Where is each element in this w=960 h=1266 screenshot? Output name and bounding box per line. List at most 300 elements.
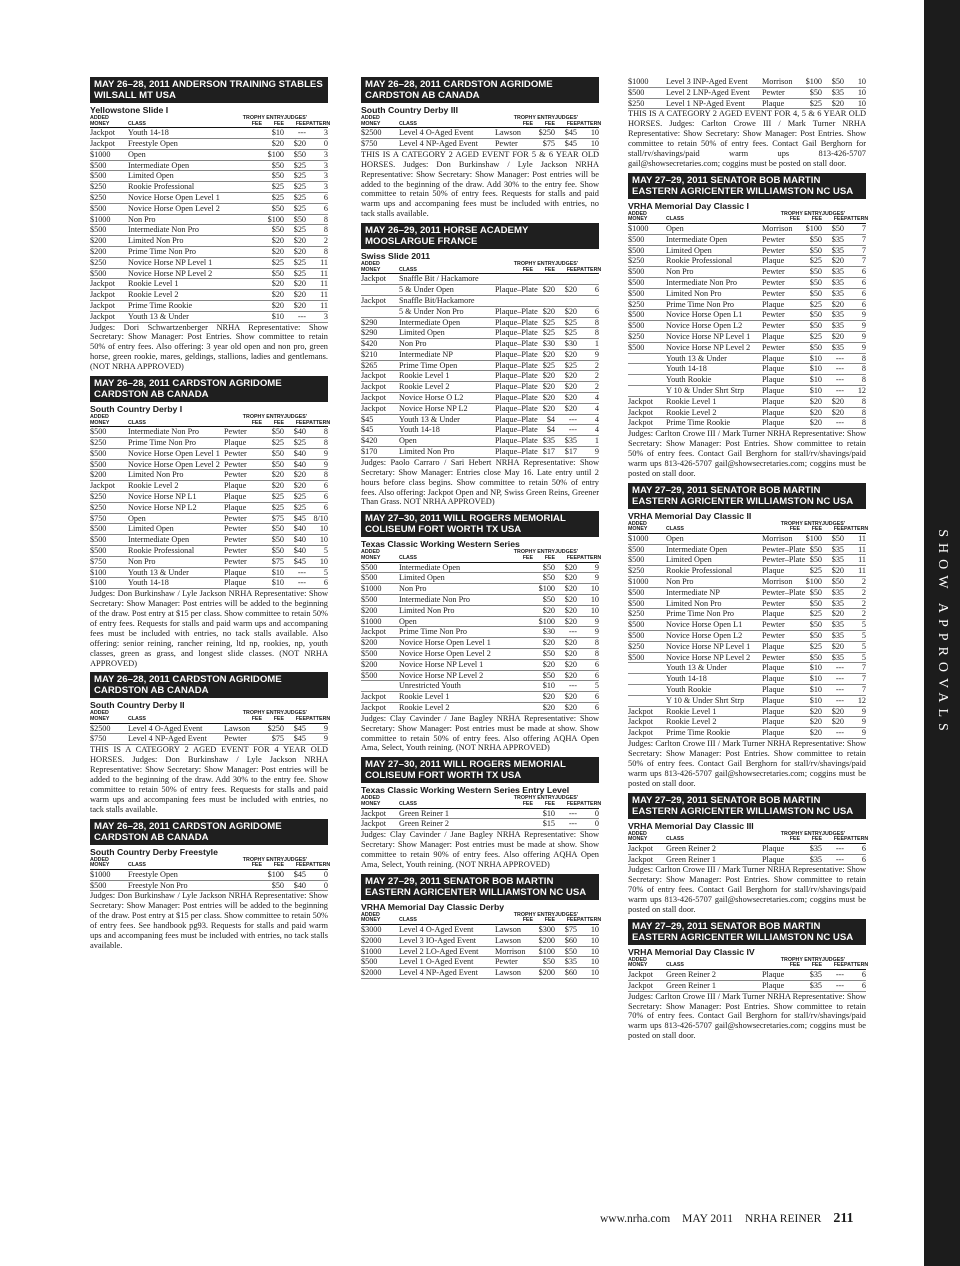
table-header: ADDED TROPHY ENTRY JUDGES' MONEY CLASS FEE FEE FEE PATTERN — [628, 520, 869, 533]
class-name: Youth 14-18 — [128, 128, 224, 139]
entry-fee: $100 — [800, 533, 822, 544]
added-money: $250 — [90, 192, 128, 203]
pattern: 11 — [306, 290, 328, 301]
table-header: ADDED TROPHY ENTRY JUDGES' MONEY CLASS FEE FEE FEE PATTERN — [628, 956, 869, 969]
entry-fee: $50 — [800, 620, 822, 631]
added-money: $500 — [628, 342, 666, 353]
entry-fee: $10 — [262, 567, 284, 578]
table-row — [361, 349, 599, 360]
table-row — [361, 968, 599, 979]
judges-fee: --- — [555, 627, 577, 638]
table-row — [628, 970, 866, 981]
table-row — [361, 436, 599, 447]
class-name: Youth 13 & Under — [128, 311, 224, 322]
judges-fee: $20 — [822, 407, 844, 418]
trophy: Pewter — [224, 734, 262, 745]
trophy: Pewter — [495, 957, 533, 968]
pattern: 9 — [844, 342, 866, 353]
entry-fee: $50 — [800, 598, 822, 609]
entry-fee: $50 — [533, 670, 555, 681]
class-name: Limited Open — [666, 245, 762, 256]
added-money: $500 — [628, 87, 666, 98]
judges-fee: $17 — [555, 447, 577, 458]
table-row — [90, 138, 328, 149]
class-name: Prime Time Non Pro — [399, 627, 495, 638]
added-money: $500 — [90, 225, 128, 236]
pattern: 7 — [844, 674, 866, 685]
entry-fee: $20 — [533, 371, 555, 382]
show-header: MAY 26–28, 2011 CARDSTON AGRIDOME CARDSTON AB CANADA — [90, 672, 328, 698]
added-money: $200 — [361, 638, 399, 649]
judges-fee: --- — [822, 685, 844, 696]
trophy: Pewter–Plate — [762, 587, 806, 597]
added-money: $500 — [90, 880, 128, 891]
table-row — [628, 620, 866, 631]
show-header: MAY 27–29, 2011 SENATOR BOB MARTIN EASTERN AGRICENTER WILLIAMSTON NC USA — [628, 919, 866, 945]
show-listing — [628, 173, 869, 479]
trophy — [495, 562, 533, 573]
classes-table — [628, 210, 869, 429]
entry-fee: $15 — [533, 819, 555, 830]
added-money: $210 — [361, 349, 399, 360]
entry-fee: $10 — [800, 674, 822, 685]
class-name: Limited Non Pro — [666, 288, 762, 299]
class-name: Limited Non Pro — [128, 470, 224, 481]
table-row — [361, 138, 599, 149]
show-notes: Judges: Carlton Crowe III / Mark Turner NRHA Representative: Show Secretary: Show Manager: Post Entries. Show committee to retain 50% of entry fees. Contact Gail Berghorn for stall/rv/shavings/paid warm ups 813-426-5707 gail@showsecretaries.com; coggins must be posted on stall door. — [628, 429, 866, 478]
entry-fee: $250 — [533, 128, 555, 139]
added-money — [628, 364, 666, 375]
show-listing — [628, 919, 869, 1041]
added-money: $250 — [628, 299, 666, 310]
added-money: Jackpot — [361, 295, 399, 306]
trophy — [495, 808, 533, 819]
class-name: Youth 14-18 — [128, 578, 224, 589]
class-name: Limited Open — [399, 328, 495, 339]
trophy: Pewter — [762, 652, 800, 663]
class-name: Youth Rookie — [666, 375, 762, 386]
entry-fee: $20 — [800, 396, 822, 407]
entry-fee: $20 — [262, 470, 284, 481]
class-name: Novice Horse NP Level 2 — [666, 342, 762, 353]
pattern: 6 — [844, 278, 866, 289]
added-money: $750 — [90, 734, 128, 745]
added-money: Jackpot — [628, 706, 666, 717]
judges-fee: --- — [284, 567, 306, 578]
added-money: $1000 — [361, 946, 399, 957]
judges-fee: $40 — [284, 535, 306, 546]
show-header: MAY 26–28, 2011 CARDSTON AGRIDOME CARDSTON AB CANADA — [90, 819, 328, 845]
pattern: 10 — [577, 128, 599, 139]
added-money — [361, 681, 399, 692]
pattern: 5 — [844, 631, 866, 642]
table-row — [90, 869, 328, 880]
added-money: $420 — [361, 436, 399, 447]
trophy: Pewter — [762, 278, 800, 289]
entry-fee: $25 — [800, 256, 822, 267]
table-row — [90, 481, 328, 492]
show-notes: Judges: Don Burkinshaw / Lyle Jackson NRHA Representative: Show Secretary: Show Manager: Post entries will be added to the beginning of the draw. Post entry at $15 per class. Show committee to retain 50% of entry fees. See handbook pg93. Requests for stalls and paid warm ups and accompaning fees must be included with entries, no tack stalls available. — [90, 891, 328, 950]
judges-fee: $25 — [284, 203, 306, 214]
pattern: 5 — [844, 620, 866, 631]
table-row — [628, 364, 866, 375]
classes-table — [628, 77, 866, 109]
trophy: Plaque — [762, 364, 800, 375]
trophy — [495, 638, 533, 649]
judges-fee: $45 — [555, 128, 577, 139]
trophy: Lawson — [495, 935, 533, 946]
pattern: 3 — [306, 149, 328, 160]
entry-fee: $100 — [262, 869, 284, 880]
entry-fee: $100 — [262, 149, 284, 160]
entry-fee: $20 — [533, 306, 555, 317]
judges-fee: $60 — [555, 935, 577, 946]
classes-table — [628, 956, 869, 992]
table-row — [628, 598, 866, 609]
trophy: Plaque — [762, 706, 800, 717]
judges-fee: $20 — [284, 236, 306, 247]
pattern: 9 — [577, 627, 599, 638]
trophy: Pewter — [762, 321, 800, 332]
entry-fee: $30 — [533, 627, 555, 638]
class-name: Limited Open — [666, 555, 762, 566]
class-name: Rookie Professional — [666, 566, 762, 577]
pattern: 6 — [844, 980, 866, 991]
footer-website[interactable]: www.nrha.com — [600, 1213, 671, 1225]
trophy — [495, 627, 533, 638]
table-row — [361, 360, 599, 371]
pattern: 9 — [577, 573, 599, 584]
table-row — [90, 492, 328, 503]
trophy: Plaque — [762, 418, 800, 429]
added-money: Jackpot — [361, 627, 399, 638]
trophy — [224, 192, 262, 203]
class-name: Intermediate Open — [128, 535, 224, 546]
added-money: $250 — [628, 609, 666, 620]
added-money: $200 — [361, 605, 399, 616]
entry-fee: $25 — [262, 257, 284, 268]
show-notes: THIS IS A CATEGORY 2 AGED EVENT FOR 4, 5 & 6 YEAR OLD HORSES. Judges: Carlton Crowe III / Mark Turner NRHA Representative: Show Secretary: Show Manager: Post Entries. Show committee to retain 50% of entry fees. Contact Gail Berghorn for stall/rv/shavings/paid warm ups 813-426-5707 gail@showsecretaries.com; coggins must be posted on stall door. — [628, 109, 866, 168]
pattern: 6 — [577, 670, 599, 681]
trophy: Plaque — [762, 609, 800, 620]
trophy: Plaque — [762, 854, 800, 865]
pattern: 8 — [577, 328, 599, 339]
entry-fee: $20 — [800, 717, 822, 728]
class-name: Intermediate Open — [399, 562, 495, 573]
judges-fee: $35 — [822, 234, 844, 245]
trophy — [495, 573, 533, 584]
class-name: Novice Horse Open L1 — [666, 310, 762, 321]
entry-fee: $200 — [533, 935, 555, 946]
show-notes: Judges: Clay Cavinder / Jane Bagley NRHA Representative: Show Secretary: Show Manager: Post entries must be made at show. Show committee to retain 90% of entry fees. Also offering AQHA Open Ama, Select, Youth reining. (NOT NRHA APPROVED) — [361, 830, 599, 869]
pattern: 5 — [577, 681, 599, 692]
class-name: Limited Non Pro — [128, 236, 224, 247]
added-money: Jackpot — [628, 728, 666, 739]
pattern: 6 — [844, 267, 866, 278]
entry-fee: $20 — [533, 393, 555, 404]
class-name: Novice Horse NP Level 2 — [128, 268, 224, 279]
judges-fee — [555, 274, 577, 285]
table-row — [361, 605, 599, 616]
trophy: Morrison — [762, 533, 800, 544]
column-2 — [361, 77, 602, 983]
trophy: Plaque–Plate — [495, 382, 538, 392]
table-row — [90, 734, 328, 745]
pattern: 6 — [306, 578, 328, 589]
class-name: Open — [128, 513, 224, 524]
table-row — [90, 311, 328, 322]
trophy: Plaque–Plate — [495, 403, 538, 413]
judges-fee: --- — [822, 385, 844, 396]
class-name: Prime Time Non Pro — [128, 438, 224, 449]
added-money: $500 — [90, 459, 128, 470]
judges-fee: $20 — [555, 306, 577, 317]
judges-fee: $25 — [284, 192, 306, 203]
pattern: 9 — [844, 706, 866, 717]
entry-fee: $20 — [262, 300, 284, 311]
trophy: Pewter — [762, 598, 800, 609]
added-money: $45 — [361, 414, 399, 425]
class-name: Intermediate Open — [666, 544, 762, 555]
pattern: 12 — [844, 695, 866, 706]
class-name: Youth 13 & Under — [666, 663, 762, 674]
class-name: Unrestricted Youth — [399, 681, 495, 692]
entry-fee: $10 — [800, 685, 822, 696]
judges-fee: $35 — [822, 87, 844, 98]
table-row — [628, 77, 866, 87]
entry-fee: $100 — [800, 224, 822, 235]
classes-table — [361, 549, 602, 713]
show-listing — [361, 874, 602, 979]
entry-fee: $4 — [533, 414, 555, 425]
class-name: Prime Time Non Pro — [666, 609, 762, 620]
show-notes: Judges: Carlton Crowe III / Mark Turner NRHA Representative: Show Secretary: Show Manager: Post Entries. Show committee to retain 70% of entry fees. Contact Gail Berghorn for stall/rv/shavings/paid warm ups 813-426-5707 gail@showsecretaries.com; coggins must be posted on stall door. — [628, 991, 866, 1041]
judges-fee: $20 — [822, 98, 844, 109]
pattern: 2 — [577, 360, 599, 371]
pattern: 8 — [577, 648, 599, 659]
pattern: 9 — [577, 562, 599, 573]
entry-fee: $25 — [800, 641, 822, 652]
table-row — [90, 290, 328, 301]
class-name: Youth Rookie — [666, 685, 762, 696]
added-money: $1000 — [90, 869, 128, 880]
table-row — [90, 438, 328, 449]
added-money: $250 — [90, 438, 128, 449]
added-money: Jackpot — [90, 138, 128, 149]
trophy: Plaque–Plate — [495, 447, 538, 457]
pattern: 3 — [306, 160, 328, 171]
trophy: Plaque — [762, 256, 800, 267]
trophy: Pewter — [762, 631, 800, 642]
class-name: Youth 14-18 — [399, 425, 495, 436]
pattern: 6 — [577, 285, 599, 296]
pattern: 6 — [306, 492, 328, 503]
table-header: ADDED TROPHY ENTRY JUDGES' MONEY CLASS FEE FEE FEE PATTERN — [361, 549, 602, 561]
trophy — [495, 681, 533, 692]
show-notes: Judges: Clay Cavinder / Jane Bagley NRHA Representative: Show Secretary: Show Manager: Post entries must be made at show. Show committee to retain 50% of entry fees. Also offering AQHA Open Ama, Select, Youth reining. (NOT NRHA APPROVED) — [361, 713, 599, 753]
pattern: 9 — [844, 310, 866, 321]
added-money: $290 — [361, 317, 399, 328]
added-money: $500 — [628, 544, 666, 555]
table-row — [628, 278, 866, 289]
table-row — [361, 808, 599, 819]
class-name: Level 3 INP-Aged Event — [666, 77, 762, 87]
added-money: $500 — [90, 171, 128, 182]
pattern: 6 — [306, 203, 328, 214]
trophy: Morrison — [762, 77, 800, 87]
trophy — [224, 311, 262, 322]
class-name: Level 4 O-Aged Event — [128, 723, 224, 734]
pattern: 10 — [844, 98, 866, 109]
class-name: Novice Horse Open Level 1 — [399, 638, 495, 649]
added-money: $500 — [361, 594, 399, 605]
trophy — [224, 171, 262, 182]
judges-fee: $25 — [555, 328, 577, 339]
added-money: Jackpot — [361, 702, 399, 713]
trophy: Plaque — [762, 970, 800, 981]
show-listing — [361, 77, 602, 219]
class-name: Intermediate Open — [666, 234, 762, 245]
added-money: Jackpot — [361, 382, 399, 393]
trophy: Pewter — [224, 427, 262, 438]
class-name: Novice Horse Open Level 2 — [128, 203, 224, 214]
pattern: 0 — [306, 138, 328, 149]
classes-table — [90, 856, 331, 892]
table-row — [90, 880, 328, 891]
table-header: ADDED TROPHY ENTRY JUDGES' MONEY CLASS FEE FEE FEE PATTERN — [361, 115, 602, 127]
added-money: $1000 — [628, 224, 666, 235]
table-row — [90, 160, 328, 171]
pattern: 9 — [844, 321, 866, 332]
trophy: Pewter — [224, 546, 262, 557]
entry-fee: $50 — [533, 648, 555, 659]
entry-fee: $35 — [800, 980, 822, 991]
entry-fee: $25 — [533, 317, 555, 328]
entry-fee: $250 — [262, 723, 284, 734]
trophy — [495, 594, 533, 605]
entry-fee: $50 — [800, 288, 822, 299]
class-name: Prime Time Rookie — [666, 728, 762, 739]
judges-fee: $20 — [555, 638, 577, 649]
added-money: $200 — [361, 659, 399, 670]
trophy: Plaque–Plate — [495, 349, 538, 359]
judges-fee: $20 — [555, 702, 577, 713]
pattern: 0 — [306, 880, 328, 891]
judges-fee: --- — [822, 695, 844, 706]
pattern: 2 — [844, 587, 866, 598]
show-class-title: Texas Classic Working Western Series Entry Level — [361, 785, 570, 796]
entry-fee: $50 — [262, 535, 284, 546]
judges-fee: $20 — [555, 393, 577, 404]
trophy: Pewter — [762, 267, 800, 278]
added-money: $3000 — [361, 924, 399, 935]
show-class-title: VRHA Memorial Day Classic III — [628, 820, 754, 831]
entry-fee: $20 — [262, 246, 284, 257]
show-listing — [361, 757, 602, 869]
class-name: Level 4 O-Aged Event — [399, 128, 495, 139]
judges-fee: $45 — [284, 556, 306, 567]
class-name: Open — [399, 616, 495, 627]
table-row — [361, 957, 599, 968]
pattern: 10 — [577, 138, 599, 149]
entry-fee: $100 — [800, 577, 822, 588]
trophy: Plaque–Plate — [495, 285, 538, 295]
entry-fee: $75 — [262, 513, 284, 524]
trophy: Plaque — [762, 717, 800, 728]
added-money: $1000 — [628, 577, 666, 588]
pattern: 8 — [844, 407, 866, 418]
judges-fee: $25 — [284, 171, 306, 182]
trophy — [224, 160, 262, 171]
class-name: Freestyle Non Pro — [128, 880, 224, 891]
entry-fee: $300 — [533, 924, 555, 935]
table-row — [628, 299, 866, 310]
added-money — [628, 663, 666, 674]
class-name: Novice Horse Open L2 — [666, 631, 762, 642]
judges-fee: $20 — [284, 279, 306, 290]
judges-fee: $20 — [555, 670, 577, 681]
entry-fee: $50 — [800, 544, 822, 555]
class-name: Intermediate NP — [399, 349, 495, 360]
table-row — [628, 87, 866, 98]
trophy: Plaque — [762, 695, 800, 706]
table-row — [628, 577, 866, 588]
show-header: MAY 27–29, 2011 SENATOR BOB MARTIN EASTERN AGRICENTER WILLIAMSTON NC USA — [628, 483, 866, 509]
pattern: 11 — [306, 257, 328, 268]
class-name: Rookie Level 2 — [399, 382, 495, 393]
class-name: Youth 13 & Under — [128, 567, 224, 578]
judges-fee: $50 — [822, 577, 844, 588]
entry-fee: $50 — [262, 524, 284, 535]
judges-fee: $20 — [284, 246, 306, 257]
judges-fee: $35 — [822, 555, 844, 566]
judges-fee: $35 — [822, 288, 844, 299]
class-name: 5 & Under Non Pro — [399, 306, 495, 317]
class-name: Rookie Professional — [128, 182, 224, 193]
judges-fee: --- — [822, 980, 844, 991]
trophy: Pewter — [224, 470, 262, 481]
show-listing — [628, 793, 869, 915]
added-money: Jackpot — [90, 300, 128, 311]
entry-fee: $25 — [800, 566, 822, 577]
pattern: 8 — [306, 470, 328, 481]
entry-fee: $25 — [262, 492, 284, 503]
added-money: $500 — [628, 310, 666, 321]
trophy: Plaque — [762, 566, 800, 577]
table-row — [361, 562, 599, 573]
show-class-title: VRHA Memorial Day Classic II — [628, 510, 752, 521]
classes-table — [628, 520, 869, 739]
trophy: Plaque–Plate — [495, 328, 538, 338]
table-row — [361, 403, 599, 414]
trophy: Lawson — [495, 924, 533, 935]
judges-fee: --- — [822, 728, 844, 739]
show-listing — [361, 511, 602, 753]
class-name: Snaffle Bit / Hackamore — [399, 274, 495, 285]
judges-fee: $20 — [555, 594, 577, 605]
class-name: Green Reiner 1 — [666, 854, 762, 865]
table-row — [361, 393, 599, 404]
judges-fee: $50 — [284, 214, 306, 225]
pattern: 2 — [844, 577, 866, 588]
added-money: Jackpot — [628, 407, 666, 418]
pattern: 6 — [844, 299, 866, 310]
added-money: $2500 — [90, 723, 128, 734]
table-row — [361, 638, 599, 649]
class-name: Limited Open — [128, 524, 224, 535]
judges-fee: $35 — [555, 436, 577, 447]
entry-fee: $35 — [800, 970, 822, 981]
